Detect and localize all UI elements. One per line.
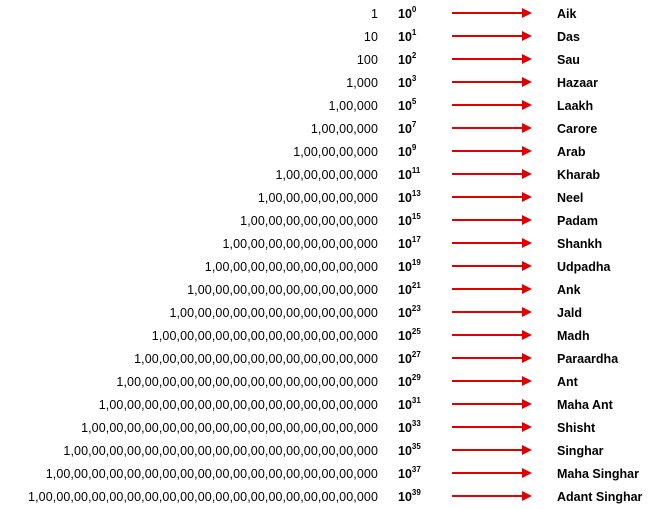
right-arrow-icon (452, 443, 534, 457)
power-base: 10 (398, 7, 412, 21)
right-arrow-icon (452, 52, 534, 66)
power-exponent: 33 (411, 418, 421, 428)
power-of-ten (398, 440, 421, 463)
power-of-ten (398, 3, 416, 26)
power-exponent: 27 (411, 349, 421, 359)
power-exponent: 7 (411, 119, 417, 129)
number-name: Aik (557, 7, 577, 21)
power-exponent: 35 (411, 441, 421, 451)
power-base: 10 (398, 99, 412, 113)
number-name: Madh (557, 329, 590, 343)
number-name: Padam (557, 214, 598, 228)
power-base: 10 (398, 53, 412, 67)
power-base: 10 (398, 375, 412, 389)
power-exponent: 39 (411, 487, 421, 497)
number-value: 1,00,00,00,00,00,00,00,00,00,00,00,00,00,00,00,00,000 (63, 444, 378, 458)
table-row (0, 3, 670, 26)
power-base: 10 (398, 329, 412, 343)
power-base: 10 (398, 237, 412, 251)
power-exponent: 31 (411, 395, 421, 405)
table-row (0, 118, 670, 141)
number-value: 1,00,00,00,00,00,00,00,00,00,00,00,00,00,00,000 (98, 398, 378, 412)
power-exponent: 15 (411, 211, 421, 221)
table-row (0, 72, 670, 95)
right-arrow-icon (452, 328, 534, 342)
power-of-ten (398, 256, 421, 279)
power-exponent: 5 (411, 96, 417, 106)
power-exponent: 3 (411, 73, 417, 83)
right-arrow-icon (452, 75, 534, 89)
power-exponent: 2 (411, 50, 417, 60)
right-arrow-icon (452, 213, 534, 227)
table-row (0, 49, 670, 72)
power-exponent: 23 (411, 303, 421, 313)
table-row (0, 279, 670, 302)
power-of-ten (398, 118, 416, 141)
number-value: 1,00,00,00,00,00,00,00,00,00,00,00,00,000 (134, 352, 378, 366)
table-row (0, 95, 670, 118)
table-row (0, 141, 670, 164)
number-name: Hazaar (557, 76, 598, 90)
power-of-ten (398, 187, 421, 210)
power-of-ten (398, 95, 416, 118)
number-name: Jald (557, 306, 583, 320)
right-arrow-icon (452, 397, 534, 411)
right-arrow-icon (452, 6, 534, 20)
right-arrow-icon (452, 144, 534, 158)
power-of-ten (398, 141, 416, 164)
table-row (0, 187, 670, 210)
table-row (0, 302, 670, 325)
right-arrow-icon (452, 305, 534, 319)
power-of-ten (398, 302, 421, 325)
power-of-ten (398, 394, 421, 417)
power-exponent: 25 (411, 326, 421, 336)
number-value: 1,00,00,00,00,00,00,00,000 (222, 237, 378, 251)
number-value: 1,00,00,00,00,00,000 (257, 191, 378, 205)
power-of-ten (398, 371, 421, 394)
power-exponent: 11 (411, 165, 421, 175)
number-name: Sau (557, 53, 580, 67)
number-value: 1 (370, 7, 378, 21)
table-row (0, 440, 670, 463)
table-row (0, 210, 670, 233)
power-base: 10 (398, 283, 412, 297)
number-value: 100 (356, 53, 378, 67)
number-value: 1,00,00,000 (310, 122, 378, 136)
right-arrow-icon (452, 374, 534, 388)
right-arrow-icon (452, 351, 534, 365)
table-row (0, 256, 670, 279)
table-row (0, 325, 670, 348)
power-of-ten (398, 233, 421, 256)
number-value: 1,00,000 (328, 99, 378, 113)
table-row (0, 164, 670, 187)
power-of-ten (398, 164, 420, 187)
power-base: 10 (398, 191, 412, 205)
power-of-ten (398, 210, 421, 233)
number-name: Paraardha (557, 352, 619, 366)
number-value: 1,00,00,00,00,00,00,00,00,00,00,00,00,00,00,00,00,00,00,000 (28, 490, 378, 504)
right-arrow-icon (452, 121, 534, 135)
number-name: Maha Singhar (557, 467, 639, 481)
number-value: 1,00,00,00,00,00,00,00,00,00,00,00,00,00,000 (116, 375, 378, 389)
number-name: Kharab (557, 168, 601, 182)
table-row (0, 463, 670, 486)
number-name: Neel (557, 191, 584, 205)
number-value: 1,00,00,00,00,00,00,00,00,00,00,00,00,00,00,00,000 (81, 421, 378, 435)
power-base: 10 (398, 398, 412, 412)
power-of-ten (398, 72, 416, 95)
number-value: 1,00,00,00,00,00,00,00,00,00,00,000 (169, 306, 378, 320)
power-exponent: 1 (411, 27, 417, 37)
power-base: 10 (398, 76, 412, 90)
right-arrow-icon (452, 29, 534, 43)
power-of-ten (398, 417, 421, 440)
number-name: Arab (557, 145, 586, 159)
table-row (0, 348, 670, 371)
power-of-ten (398, 486, 421, 509)
table-row (0, 417, 670, 440)
power-of-ten (398, 49, 416, 72)
right-arrow-icon (452, 466, 534, 480)
number-value: 10 (363, 30, 378, 44)
right-arrow-icon (452, 236, 534, 250)
table-row (0, 371, 670, 394)
right-arrow-icon (452, 282, 534, 296)
power-exponent: 9 (411, 142, 417, 152)
right-arrow-icon (452, 167, 534, 181)
right-arrow-icon (452, 190, 534, 204)
number-value: 1,00,00,00,00,00,00,00,00,00,000 (187, 283, 378, 297)
power-base: 10 (398, 145, 412, 159)
table-row (0, 394, 670, 417)
power-of-ten (398, 348, 421, 371)
right-arrow-icon (452, 489, 534, 503)
number-value: 1,00,00,00,00,00,00,00,00,00,00,00,000 (151, 329, 378, 343)
table-row (0, 26, 670, 49)
number-name: Singhar (557, 444, 604, 458)
number-name: Maha Ant (557, 398, 613, 412)
power-of-ten (398, 325, 421, 348)
number-name: Ant (557, 375, 578, 389)
power-base: 10 (398, 467, 412, 481)
power-base: 10 (398, 122, 412, 136)
power-base: 10 (398, 260, 412, 274)
right-arrow-icon (452, 420, 534, 434)
power-base: 10 (398, 30, 412, 44)
power-of-ten (398, 463, 421, 486)
power-exponent: 13 (411, 188, 421, 198)
power-exponent: 21 (411, 280, 421, 290)
power-base: 10 (398, 168, 412, 182)
number-name: Shisht (557, 421, 596, 435)
number-name: Adant Singhar (557, 490, 643, 504)
number-name: Ank (557, 283, 581, 297)
power-exponent: 37 (411, 464, 421, 474)
number-name: Das (557, 30, 580, 44)
power-base: 10 (398, 214, 412, 228)
number-name: Laakh (557, 99, 594, 113)
power-base: 10 (398, 421, 412, 435)
number-value: 1,00,00,00,000 (293, 145, 378, 159)
number-value: 1,00,00,00,00,00,00,00,00,000 (204, 260, 378, 274)
right-arrow-icon (452, 259, 534, 273)
power-base: 10 (398, 306, 412, 320)
power-of-ten (398, 279, 421, 302)
power-exponent: 0 (411, 4, 417, 14)
power-base: 10 (398, 444, 412, 458)
power-of-ten (398, 26, 416, 49)
table-row (0, 486, 670, 509)
number-value: 1,00,00,00,00,00,00,00,00,00,00,00,00,00,00,00,00,00,000 (45, 467, 378, 481)
number-name: Shankh (557, 237, 603, 251)
power-exponent: 19 (411, 257, 421, 267)
number-name: Udpadha (557, 260, 611, 274)
power-exponent: 17 (411, 234, 421, 244)
power-base: 10 (398, 352, 412, 366)
power-exponent: 29 (411, 372, 421, 382)
number-value: 1,00,00,00,00,00,00,000 (240, 214, 378, 228)
number-value: 1,000 (346, 76, 378, 90)
number-name: Carore (557, 122, 598, 136)
number-value: 1,00,00,00,00,000 (275, 168, 378, 182)
table-row (0, 233, 670, 256)
power-base: 10 (398, 490, 412, 504)
right-arrow-icon (452, 98, 534, 112)
